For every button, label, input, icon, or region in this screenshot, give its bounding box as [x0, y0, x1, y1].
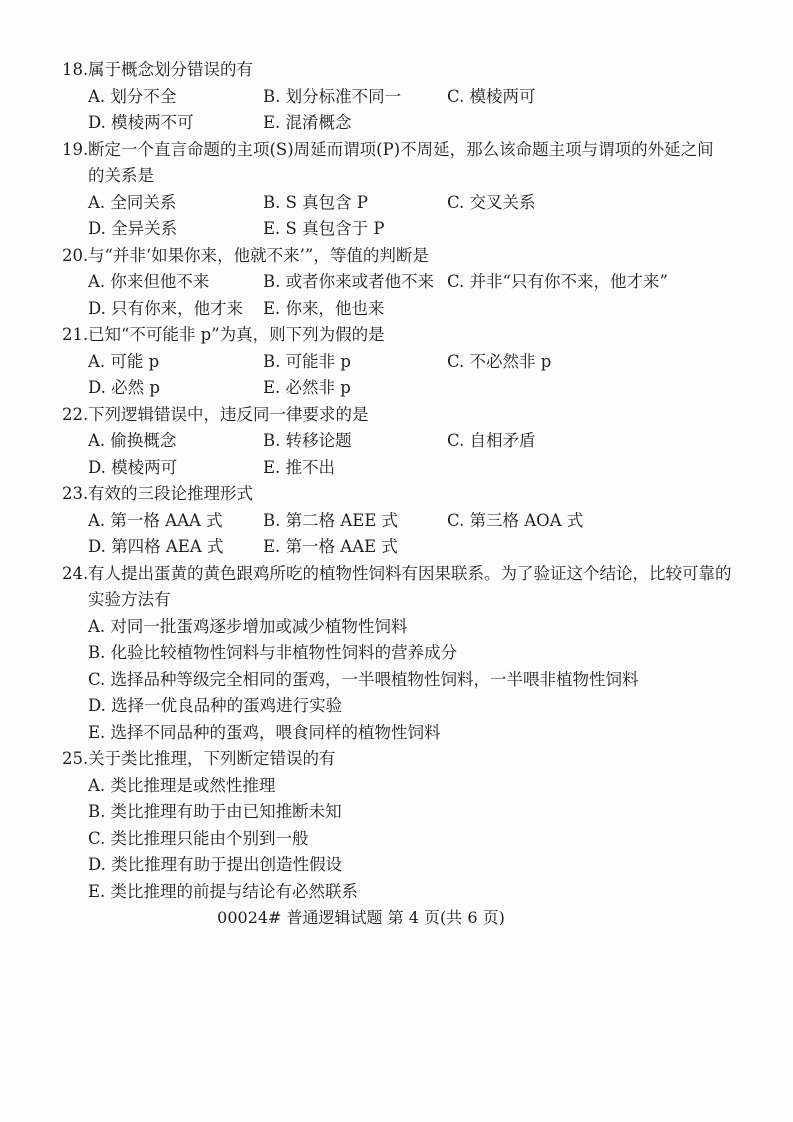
question-22: [62, 402, 736, 482]
option-row: [62, 375, 736, 402]
question-head: [62, 402, 736, 429]
option-cell: D. 全异关系: [88, 219, 178, 238]
option-cell: C. 自相矛盾: [447, 431, 536, 450]
question-19: [62, 137, 736, 243]
option-cell: D. 第四格 AEA 式: [88, 537, 224, 556]
option-cell: D. 模棱两可: [88, 457, 178, 477]
question-number: 22.: [62, 404, 89, 424]
option-cell: A. 类比推理是或然性推理: [88, 775, 276, 795]
question-title-line: 有人提出蛋黄的黄色跟鸡所吃的植物性饲料有因果联系。为了验证这个结论，比较可靠的: [88, 563, 732, 583]
option-cell: A. 可能 p: [88, 351, 160, 371]
question-number: 19.: [62, 139, 89, 159]
question-title-line: 关于类比推理，下列断定错误的有: [88, 749, 336, 768]
option-cell: B. S 真包含 P: [263, 192, 369, 212]
option-cell: C. 模棱两可: [447, 86, 536, 106]
question-head: [62, 746, 736, 773]
option-row: [62, 216, 736, 243]
option-cell: D. 类比推理有助于提出创造性假设: [88, 855, 343, 874]
option-cell: B. 类比推理有助于由已知推断未知: [88, 802, 342, 821]
question-number: 21.: [62, 325, 89, 344]
option-cell: A. 第一格 AAA 式: [88, 510, 223, 530]
option-cell: B. 可能非 p: [263, 351, 351, 371]
question-25: [62, 746, 736, 905]
question-number: 25.: [62, 749, 89, 768]
option-cell: B. 或者你来或者他不来: [263, 272, 435, 291]
question-head: [62, 243, 736, 270]
option-cell: E. 必然非 p: [263, 378, 351, 397]
option-cell: A. 偷换概念: [88, 431, 177, 450]
question-head: [62, 481, 736, 508]
option-row: [62, 508, 736, 535]
option-row: [62, 428, 736, 455]
question-18: [62, 57, 736, 137]
question-21: [62, 322, 736, 402]
question-head: [62, 137, 736, 164]
question-number: 24.: [62, 563, 89, 583]
question-title-line: 属于概念划分错误的有: [88, 60, 253, 79]
option-cell: E. 类比推理的前提与结论有必然联系: [88, 881, 359, 901]
option-cell: C. 类比推理只能由个别到一般: [88, 828, 309, 848]
option-cell: B. 划分标准不同一: [263, 86, 402, 106]
question-title-line: 实验方法有: [88, 590, 171, 609]
option-row: [62, 455, 736, 482]
question-23: [62, 481, 736, 561]
option-row: [62, 269, 736, 296]
option-cell: A. 划分不全: [88, 86, 177, 106]
option-cell: E. 选择不同品种的蛋鸡，喂食同样的植物性饲料: [88, 722, 441, 742]
option-cell: B. 化验比较植物性饲料与非植物性饲料的营养成分: [88, 643, 458, 662]
option-cell: C. 并非“只有你不来，他才来”: [447, 272, 668, 291]
option-row: [62, 110, 736, 137]
question-head: [62, 57, 736, 84]
question-24: [62, 561, 736, 747]
option-row: [62, 296, 736, 323]
option-cell: E. 混淆概念: [263, 113, 352, 132]
option-cell: E. 你来，他也来: [263, 298, 385, 318]
question-number: 23.: [62, 484, 89, 503]
option-cell: C. 不必然非 p: [447, 351, 552, 371]
option-cell: A. 对同一批蛋鸡逐步增加或减少植物性饲料: [88, 616, 408, 636]
question-title-line: 下列逻辑错误中，违反同一律要求的是: [88, 404, 369, 424]
option-cell: E. 推不出: [263, 457, 336, 477]
option-cell: D. 必然 p: [88, 378, 160, 397]
option-row: [62, 534, 736, 561]
question-number: 20.: [62, 245, 89, 265]
question-title-line: 有效的三段论推理形式: [88, 484, 253, 503]
option-cell: C. 第三格 AOA 式: [447, 510, 584, 530]
page-footer: 00024# 普通逻辑试题 第 4 页(共 6 页): [217, 908, 505, 927]
option-row: [62, 349, 736, 376]
question-title-line: 的关系是: [88, 166, 154, 185]
question-head: [62, 322, 736, 349]
question-title-line: 与“并非‘如果你来，他就不来’”，等值的判断是: [88, 245, 429, 265]
option-cell: A. 你来但他不来: [88, 272, 210, 291]
option-row: [62, 190, 736, 217]
question-title-line: 断定一个直言命题的主项(S)周延而谓项(P)不周延，那么该命题主项与谓项的外延之间: [88, 139, 714, 159]
question-head: [62, 561, 736, 588]
option-cell: C. 选择品种等级完全相同的蛋鸡，一半喂植物性饲料，一半喂非植物性饲料: [88, 669, 639, 689]
question-title-line: 已知“不可能非 p”为真，则下列为假的是: [88, 325, 385, 344]
option-cell: D. 选择一优良品种的蛋鸡进行实验: [88, 696, 343, 715]
option-cell: D. 只有你来，他才来: [88, 298, 244, 318]
question-20: [62, 243, 736, 323]
exam-content: [62, 57, 736, 932]
option-row: [62, 84, 736, 111]
option-cell: B. 第二格 AEE 式: [263, 510, 399, 530]
question-number: 18.: [62, 60, 89, 79]
option-cell: C. 交叉关系: [447, 192, 536, 212]
option-cell: B. 转移论题: [263, 431, 352, 450]
option-cell: E. S 真包含于 P: [263, 219, 385, 238]
option-cell: A. 全同关系: [88, 192, 177, 212]
option-cell: D. 模棱两不可: [88, 113, 194, 132]
option-cell: E. 第一格 AAE 式: [263, 537, 398, 556]
